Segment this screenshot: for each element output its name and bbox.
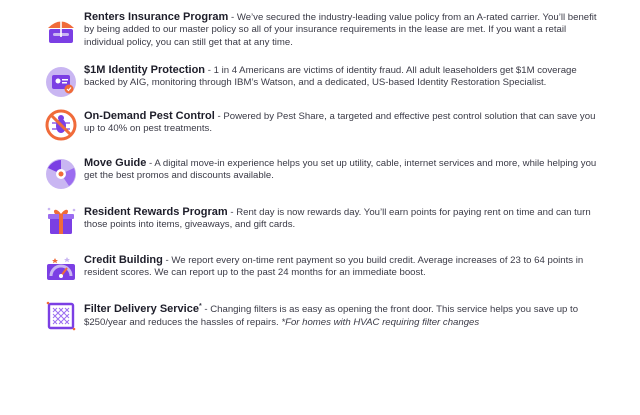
benefit-description: A digital move-in experience helps you set up utility, cable, internet services and more, while helping you get the best promos and discounts available. [84,158,597,182]
credit-gauge-icon [44,252,78,286]
move-guide-icon [44,157,78,191]
benefit-text [84,157,604,183]
benefit-footnote: *For homes with HVAC requiring filter changes [281,316,480,328]
benefit-text [84,206,604,232]
identity-protection-icon [44,65,78,99]
benefit-separator: - [146,158,155,169]
benefit-title: Resident Rewards Program [84,206,228,218]
benefit-title-asterisk: * [198,303,202,310]
gift-icon [44,204,78,238]
benefit-separator: - [162,255,172,266]
umbrella-icon [44,15,78,49]
benefit-title: Move Guide [84,157,147,169]
benefit-separator: - [228,12,237,23]
benefit-description: We report every on-time rent payment so you build credit. Average increases of 23 to 64 points in resident scores. We can report up to the past 24 months for an immediate boost. [84,255,584,279]
air-filter-icon [44,299,78,333]
benefit-description: We’ve secured the industry-leading value policy from an A-rated carrier. You’ll benefit by being added to our master policy so all of your insurance requirements in the lease are met. If you want a retail individual policy, you can still get that at any time. [84,12,597,48]
benefit-separator: - [227,207,237,218]
benefit-text [84,64,604,90]
benefit-separator: - [214,111,224,122]
benefit-title: On-Demand Pest Control [84,110,215,122]
benefit-text [84,11,604,49]
benefit-title: $1M Identity Protection [84,64,206,76]
benefit-title: Renters Insurance Program [84,11,229,23]
no-bug-icon [44,108,78,142]
benefit-separator: - [201,304,211,316]
benefit-title: Filter Delivery Service [84,303,199,316]
benefit-description: Changing filters is as easy as opening the front door. This service helps you save up to $250/year and reduces the hassles of repairs. [84,304,579,328]
benefit-text [84,110,604,136]
benefit-title: Credit Building [84,254,163,266]
benefit-separator: - [205,65,214,76]
benefit-text [84,254,604,280]
benefit-text [84,301,604,329]
benefit-description: 1 in 4 Americans are victims of identity fraud. All adult leaseholders get $1M coverage backed by AIG, monitoring through IBM’s Watson, and a dedicated, US-based Identity Restoration Specialist. [84,65,577,89]
benefit-description: Powered by Pest Share, a targeted and effective pest control solution that can save you up to 40% on pest treatments. [84,111,596,135]
benefit-description: Rent day is now rewards day. You’ll earn points for paying rent on time and can turn those points into items, giveaways, and gift cards. [84,207,591,231]
